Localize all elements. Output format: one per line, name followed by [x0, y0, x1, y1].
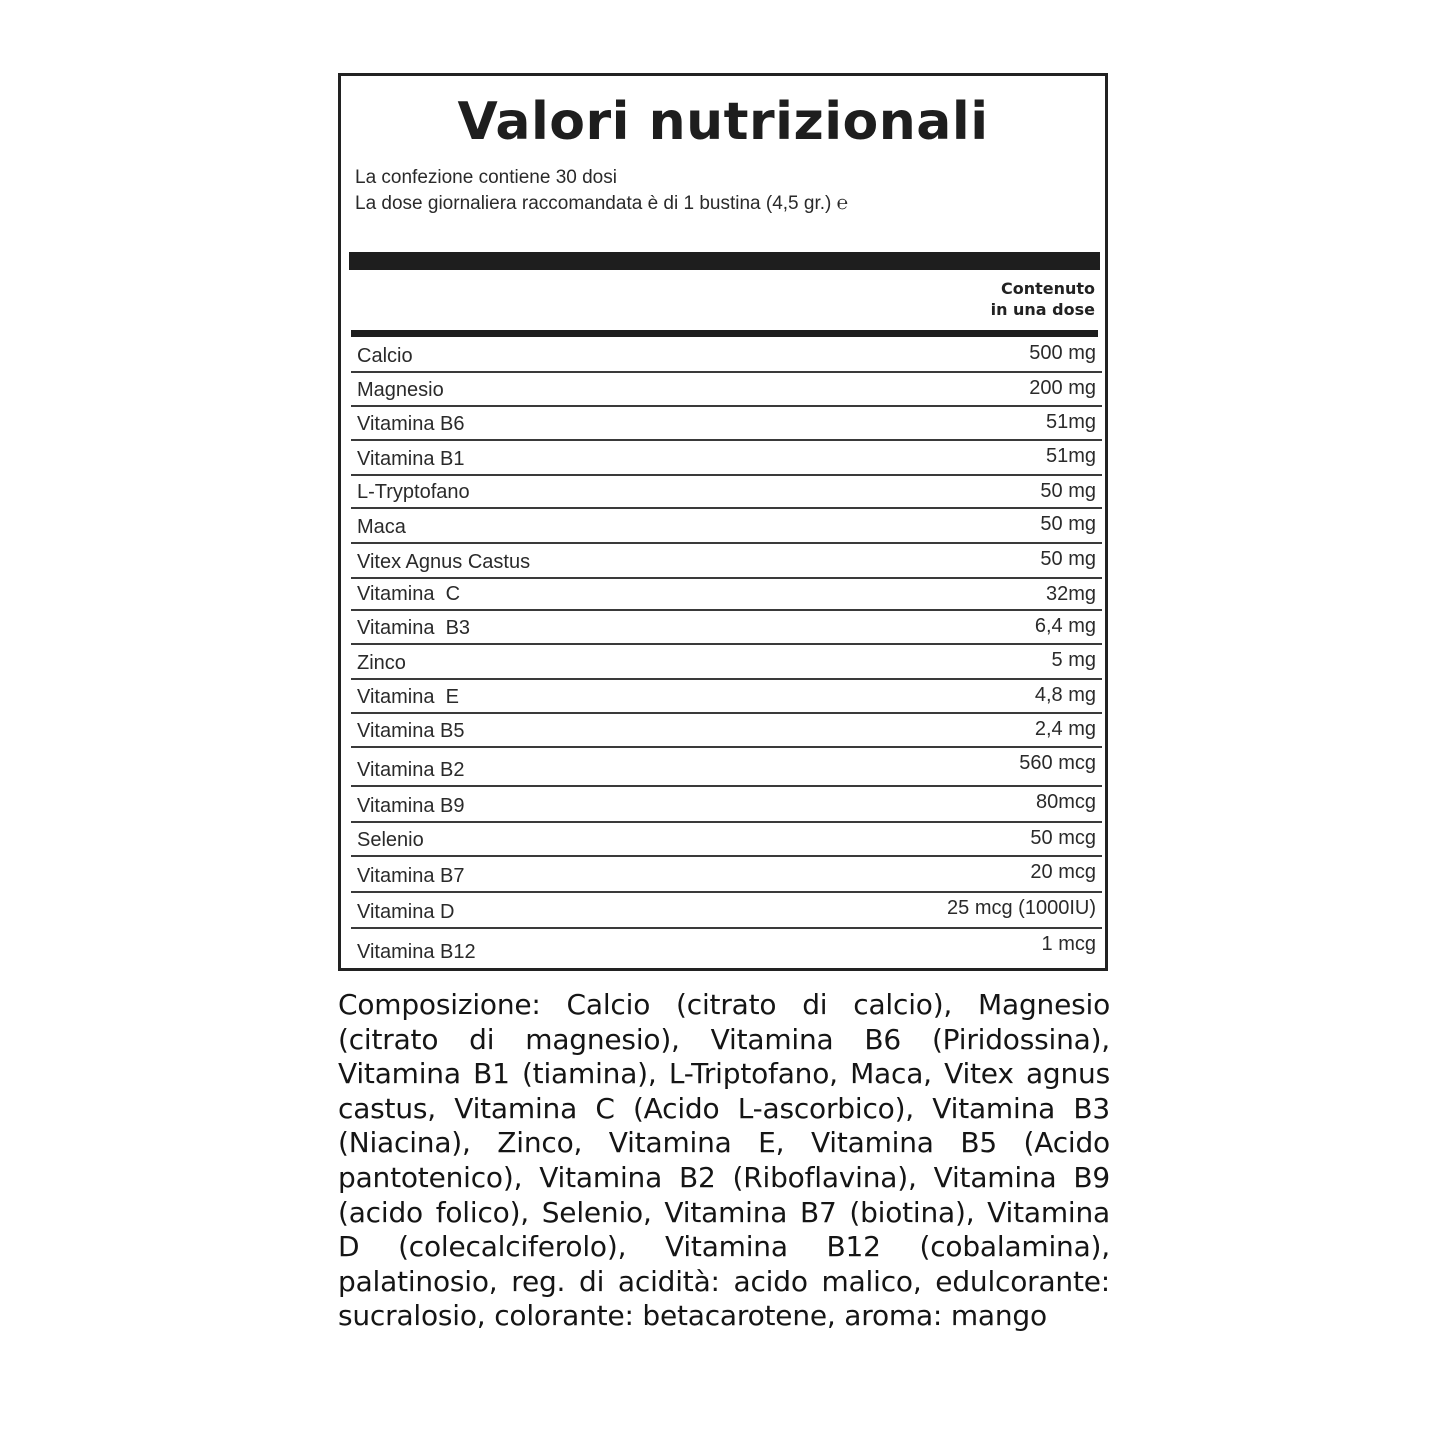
nutrient-amount: 20 mcg [1030, 861, 1096, 883]
composition-text: Composizione: Calcio (citrato di calcio), Magnesio (citrato di magnesio), Vitamina B6 (Piridossina), Vitamina B1 (tiamina), L-Triptofano, Maca, Vitex agnus castus, Vitamina C (Acido L-ascorbico), Vitamina B3 (Niacina), Zinco, Vitamina E, Vitamina B5 (Acido pantotenico), Vitamina B2 (Riboflavina), Vitamina B9 (acido folico), Selenio, Vitamina B7 (biotina), Vitamina D (colecalciferolo), Vitamina B12 (cobalamina), palatinosio, reg. di acidità: acido malico, edulcorante: sucralosio, colorante: betacarotene, aroma: mango [338, 988, 1110, 1333]
nutrient-name: Vitamina C [357, 583, 461, 605]
nutrient-name: Vitex Agnus Castus [357, 551, 531, 573]
column-header-line-1: Contenuto [1000, 279, 1095, 298]
nutrient-amount: 50 mcg [1030, 827, 1096, 849]
nutrient-name: Vitamina B6 [357, 413, 465, 435]
table-row [351, 823, 1102, 857]
nutrient-amount: 500 mg [1029, 342, 1096, 364]
table-row [351, 787, 1102, 823]
nutrient-name: Vitamina B7 [357, 865, 465, 887]
nutrient-name: Vitamina B3 [357, 617, 471, 639]
nutrient-name: Vitamina E [357, 686, 459, 708]
nutrient-amount: 32mg [1045, 583, 1096, 605]
table-row [351, 544, 1102, 579]
nutrient-amount: 50 mg [1040, 513, 1096, 535]
nutrient-name: Zinco [357, 652, 406, 674]
table-row [351, 893, 1102, 929]
column-header [991, 278, 1095, 320]
nutrient-amount: 5 mg [1051, 649, 1096, 671]
top-divider-bar [349, 252, 1100, 270]
table-row [351, 748, 1102, 787]
nutrient-amount: 200 mg [1029, 377, 1096, 399]
table-row [351, 373, 1102, 407]
nutrient-name: L-Tryptofano [357, 481, 470, 503]
nutrient-name: Vitamina D [357, 901, 455, 923]
table-row [351, 611, 1102, 645]
table-row [351, 680, 1102, 714]
nutrient-name: Vitamina B12 [357, 941, 476, 963]
nutrient-amount: 25 mcg (1000IU) [947, 897, 1096, 919]
table-row [351, 645, 1102, 680]
intro-line-daily-dose: La dose giornaliera raccomandata è di 1 bustina (4,5 gr.) ℮ [355, 193, 849, 214]
nutrient-table [351, 338, 1102, 967]
nutrition-label [338, 73, 1108, 971]
nutrient-amount: 51mg [1045, 411, 1096, 433]
table-row [351, 509, 1102, 544]
table-row [351, 441, 1102, 476]
header-divider-bar [351, 330, 1098, 337]
label-title: Valori nutrizionali [457, 92, 989, 152]
nutrient-amount: 1 mcg [1041, 933, 1096, 955]
nutrient-amount: 4,8 mg [1034, 684, 1096, 706]
nutrient-amount: 50 mg [1040, 480, 1096, 502]
table-row [351, 579, 1102, 611]
nutrient-amount: 51mg [1045, 445, 1096, 467]
nutrient-name: Magnesio [357, 379, 444, 401]
nutrient-amount: 560 mcg [1019, 752, 1096, 774]
nutrient-amount: 50 mg [1040, 548, 1096, 570]
nutrient-amount: 80mcg [1035, 791, 1096, 813]
table-row [351, 338, 1102, 373]
nutrient-amount: 6,4 mg [1034, 615, 1096, 637]
table-row [351, 476, 1102, 509]
nutrient-name: Vitamina B9 [357, 795, 465, 817]
table-row [351, 407, 1102, 441]
table-row [351, 857, 1102, 893]
column-header-line-2: in una dose [990, 300, 1095, 319]
table-row [351, 929, 1102, 967]
nutrient-name: Calcio [357, 345, 413, 367]
table-row [351, 714, 1102, 748]
nutrient-name: Vitamina B5 [357, 720, 465, 742]
nutrient-name: Selenio [357, 829, 424, 851]
nutrient-name: Maca [357, 516, 406, 538]
nutrient-amount: 2,4 mg [1034, 718, 1096, 740]
intro-line-servings: La confezione contiene 30 dosi [355, 167, 617, 188]
nutrient-name: Vitamina B2 [357, 759, 465, 781]
nutrient-name: Vitamina B1 [357, 448, 465, 470]
